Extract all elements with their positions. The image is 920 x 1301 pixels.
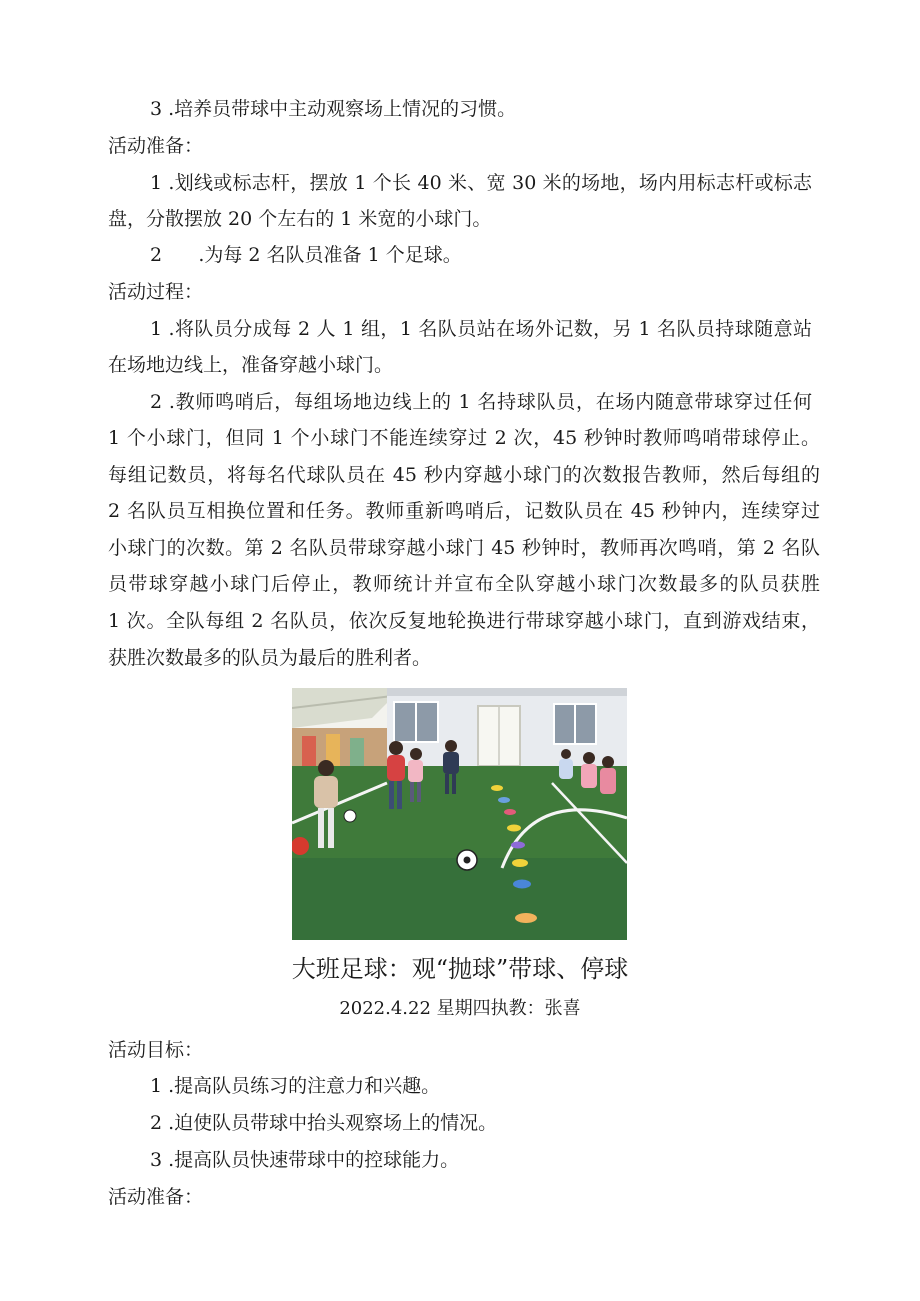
prep-item-1: 1 .划线或标志杆，摆放 1 个长 40 米、宽 30 米的场地，场内用标志杆或标志 bbox=[150, 172, 812, 194]
process-paragraph-line: 每组记数员，将每名代球队员在 45 秒内穿越小球门的次数报告教师，然后每组的 bbox=[108, 464, 820, 486]
process-paragraph-line: 1 个小球门，但同 1 个小球门不能连续穿过 2 次，45 秒钟时教师鸣哨带球停止。 bbox=[108, 427, 820, 449]
goal-item-3: 3 .培养员带球中主动观察场上情况的习惯。 bbox=[150, 98, 517, 120]
process-paragraph-line: 1 次。全队每组 2 名队员，依次反复地轮换进行带球穿越小球门，直到游戏结束， bbox=[108, 610, 820, 632]
process-paragraph-line: 小球门的次数。第 2 名队员带球穿越小球门 45 秒钟时，教师再次鸣哨，第 2 名队 bbox=[108, 537, 820, 559]
goal-item-2: 2 .迫使队员带球中抬头观察场上的情况。 bbox=[150, 1112, 498, 1134]
process-paragraph-line: 2 名队员互相换位置和任务。教师重新鸣哨后，记数队员在 45 秒钟内，连续穿过 bbox=[108, 500, 820, 522]
process-item-1-cont: 在场地边线上，准备穿越小球门。 bbox=[108, 354, 394, 376]
prep-item-1-cont: 盘，分散摆放 20 个左右的 1 米宽的小球门。 bbox=[108, 208, 492, 230]
goal-item-1: 1 .提高队员练习的注意力和兴趣。 bbox=[150, 1075, 441, 1097]
section-heading-preparation: 活动准备： bbox=[108, 1186, 204, 1208]
section-heading-process: 活动过程： bbox=[108, 281, 204, 303]
page-title: 大班足球：观“抛球”带球、停球 bbox=[291, 955, 629, 983]
process-item-1: 1 .将队员分成每 2 人 1 组，1 名队员站在场外记数，另 1 名队员持球随意站 bbox=[150, 318, 812, 340]
goal-item-3: 3 .提高队员快速带球中的控球能力。 bbox=[150, 1149, 460, 1171]
date-and-teacher: 2022.4.22 星期四执教：张喜 bbox=[339, 998, 581, 1019]
prep-item-2: 2 .为每 2 名队员准备 1 个足球。 bbox=[150, 244, 462, 266]
section-heading-preparation: 活动准备： bbox=[108, 135, 204, 157]
section-heading-goals: 活动目标： bbox=[108, 1039, 204, 1061]
process-paragraph-line: 获胜次数最多的队员为最后的胜利者。 bbox=[108, 647, 432, 669]
activity-photo bbox=[292, 688, 627, 940]
process-paragraph-line: 员带球穿越小球门后停止，教师统计并宣布全队穿越小球门次数最多的队员获胜 bbox=[108, 573, 820, 595]
process-item-2: 2 .教师鸣哨后，每组场地边线上的 1 名持球队员，在场内随意带球穿过任何 bbox=[150, 391, 812, 413]
